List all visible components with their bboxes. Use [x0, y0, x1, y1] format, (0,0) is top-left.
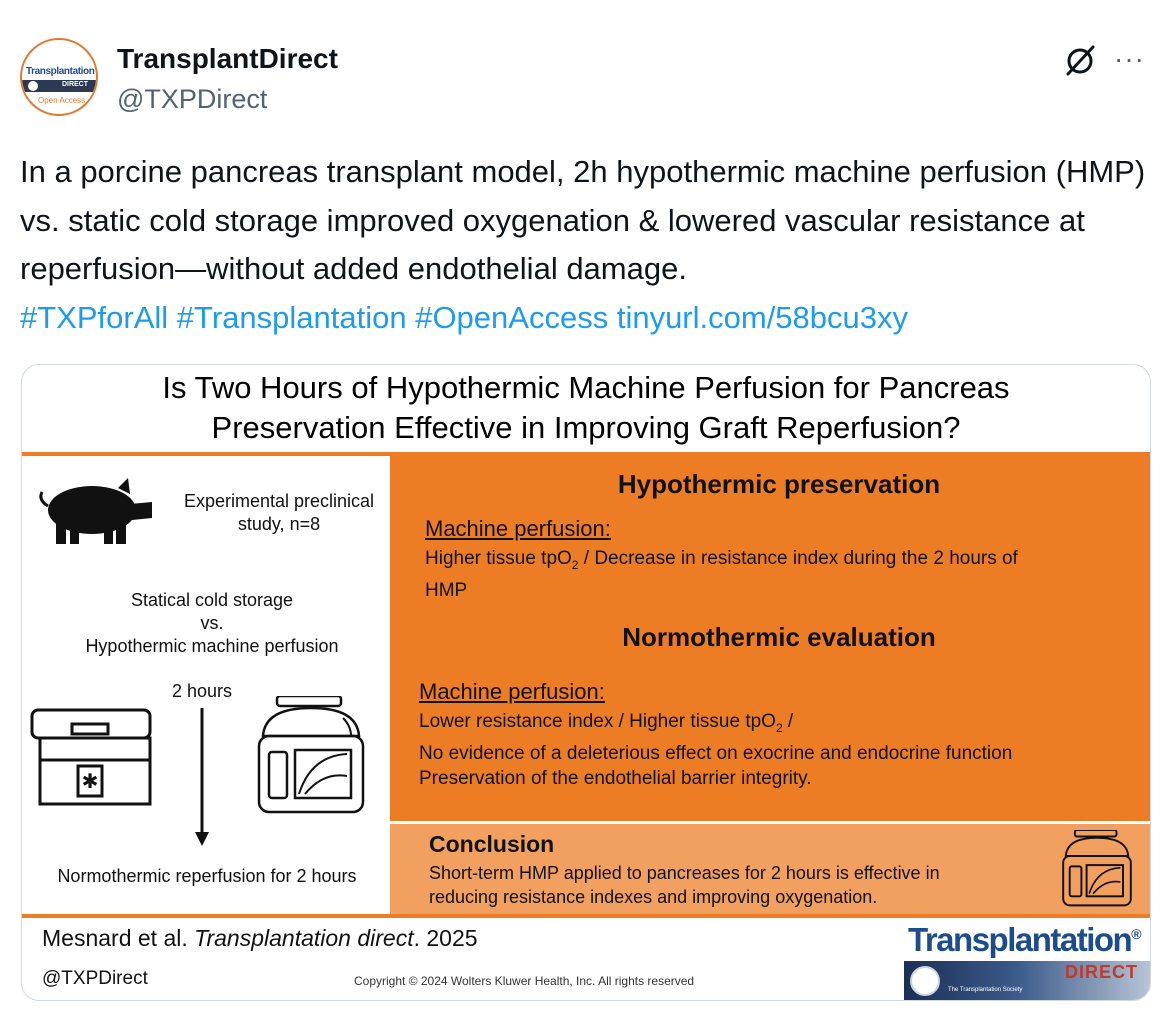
grok-icon[interactable] [1062, 42, 1098, 78]
machine-icon-small [1057, 830, 1137, 908]
logo-registered: ® [1131, 926, 1141, 942]
study-line-2: study, n=8 [237, 514, 321, 534]
conclusion-panel [390, 824, 1151, 914]
study-design-text [172, 490, 386, 536]
hypothermic-line-1 [425, 546, 1145, 578]
journal-logo-band [904, 961, 1151, 1001]
hypothermic-line-1b: / Decrease in resistance index during the 2 hours of [578, 548, 1018, 569]
tweet-body: In a porcine pancreas transplant model, 2h hypothermic machine perfusion (HMP) vs. static cold storage improved oxygenation & lowered vascular resistance at reperfusion—without added endothelial damage. [20, 154, 1146, 286]
hypothermic-subheading: Machine perfusion: [425, 516, 611, 541]
comparison-text [42, 589, 382, 658]
machine-icon [255, 696, 367, 816]
society-seal-icon [910, 966, 940, 996]
copyright-text: Copyright © 2024 Wolters Kluwer Health, Inc. All rights reserved [354, 974, 695, 988]
hypothermic-line-2: HMP [425, 579, 468, 601]
title-line-2: Preservation Effective in Improving Graft Reperfusion? [211, 410, 961, 445]
normothermic-heading: Normothermic evaluation [622, 622, 936, 652]
more-icon[interactable]: ··· [1114, 43, 1145, 74]
avatar-direct-text: DIRECT [61, 81, 88, 88]
svg-text:✱: ✱ [81, 769, 99, 793]
normothermic-line-3: Preservation of the endothelial barrier integrity. [419, 767, 812, 789]
normothermic-subheading: Machine perfusion: [419, 679, 605, 704]
citation-journal: Transplantation direct [194, 925, 414, 951]
conclusion-line-1: Short-term HMP applied to pancreases for 2 hours is effective in [429, 863, 940, 883]
normothermic-sub-2: 2 [775, 720, 783, 735]
normothermic-body [419, 709, 1144, 791]
article-link[interactable]: tinyurl.com/58bcu3xy [616, 299, 909, 335]
logo-word: Transplantation [908, 921, 1132, 958]
reperfusion-text: Normothermic reperfusion for 2 hours [57, 866, 357, 886]
down-arrow-icon [192, 708, 212, 848]
footer-handle: @TXPDirect [42, 968, 148, 989]
study-line-1: Experimental preclinical [183, 491, 375, 511]
compare-line-3: Hypothermic machine perfusion [85, 636, 339, 656]
author-handle[interactable]: @TXPDirect [117, 84, 268, 114]
hashtag-transplantation[interactable]: #Transplantation [176, 299, 407, 335]
infographic-image[interactable] [21, 364, 1151, 1001]
citation [42, 925, 478, 952]
normothermic-line-1 [419, 709, 1144, 741]
conclusion-heading: Conclusion [429, 831, 555, 857]
normothermic-line-1b: / [782, 711, 794, 732]
citation-year: . 2025 [413, 925, 478, 951]
tweet-text [20, 148, 1155, 342]
results-panel [390, 456, 1151, 821]
author-display-name[interactable]: TransplantDirect [117, 43, 338, 74]
hashtag-openaccess[interactable]: #OpenAccess [415, 299, 609, 335]
citation-authors: Mesnard et al. [42, 925, 195, 951]
avatar-open-access-text: Open Access [38, 96, 86, 105]
tweet-links [20, 294, 1155, 343]
study-panel [22, 456, 388, 914]
normothermic-line-2: No evidence of a deleterious effect on exocrine and endocrine function [419, 742, 1013, 764]
duration-label: 2 hours [171, 681, 233, 701]
hypothermic-sub-2: 2 [571, 557, 579, 572]
divider-bottom [22, 914, 1150, 918]
avatar[interactable] [20, 38, 98, 116]
avatar-brand-text: Transplantation [26, 66, 95, 77]
avatar-seal-icon [28, 81, 38, 91]
logo-direct-text: DIRECT [1065, 962, 1138, 982]
compare-line-2: vs. [200, 613, 224, 633]
pig-icon [34, 476, 154, 546]
conclusion-text [429, 861, 1049, 909]
hashtag-txpforall[interactable]: #TXPforAll [20, 299, 169, 335]
logo-society-text: The Transplantation Society [948, 987, 1023, 993]
normothermic-line-1a: Lower resistance index / Higher tissue tpO [419, 711, 776, 732]
hypothermic-line-1a: Higher tissue tpO [425, 548, 572, 569]
conclusion-line-2: reducing resistance indexes and improving oxygenation. [429, 887, 878, 907]
infographic-title [22, 368, 1150, 448]
title-line-1: Is Two Hours of Hypothermic Machine Perfusion for Pancreas [162, 370, 1010, 405]
journal-logo-wordmark [908, 921, 1140, 959]
hypothermic-body [425, 546, 1145, 603]
compare-line-1: Statical cold storage [130, 590, 294, 610]
cooler-icon [26, 708, 154, 808]
hypothermic-heading: Hypothermic preservation [617, 469, 941, 499]
